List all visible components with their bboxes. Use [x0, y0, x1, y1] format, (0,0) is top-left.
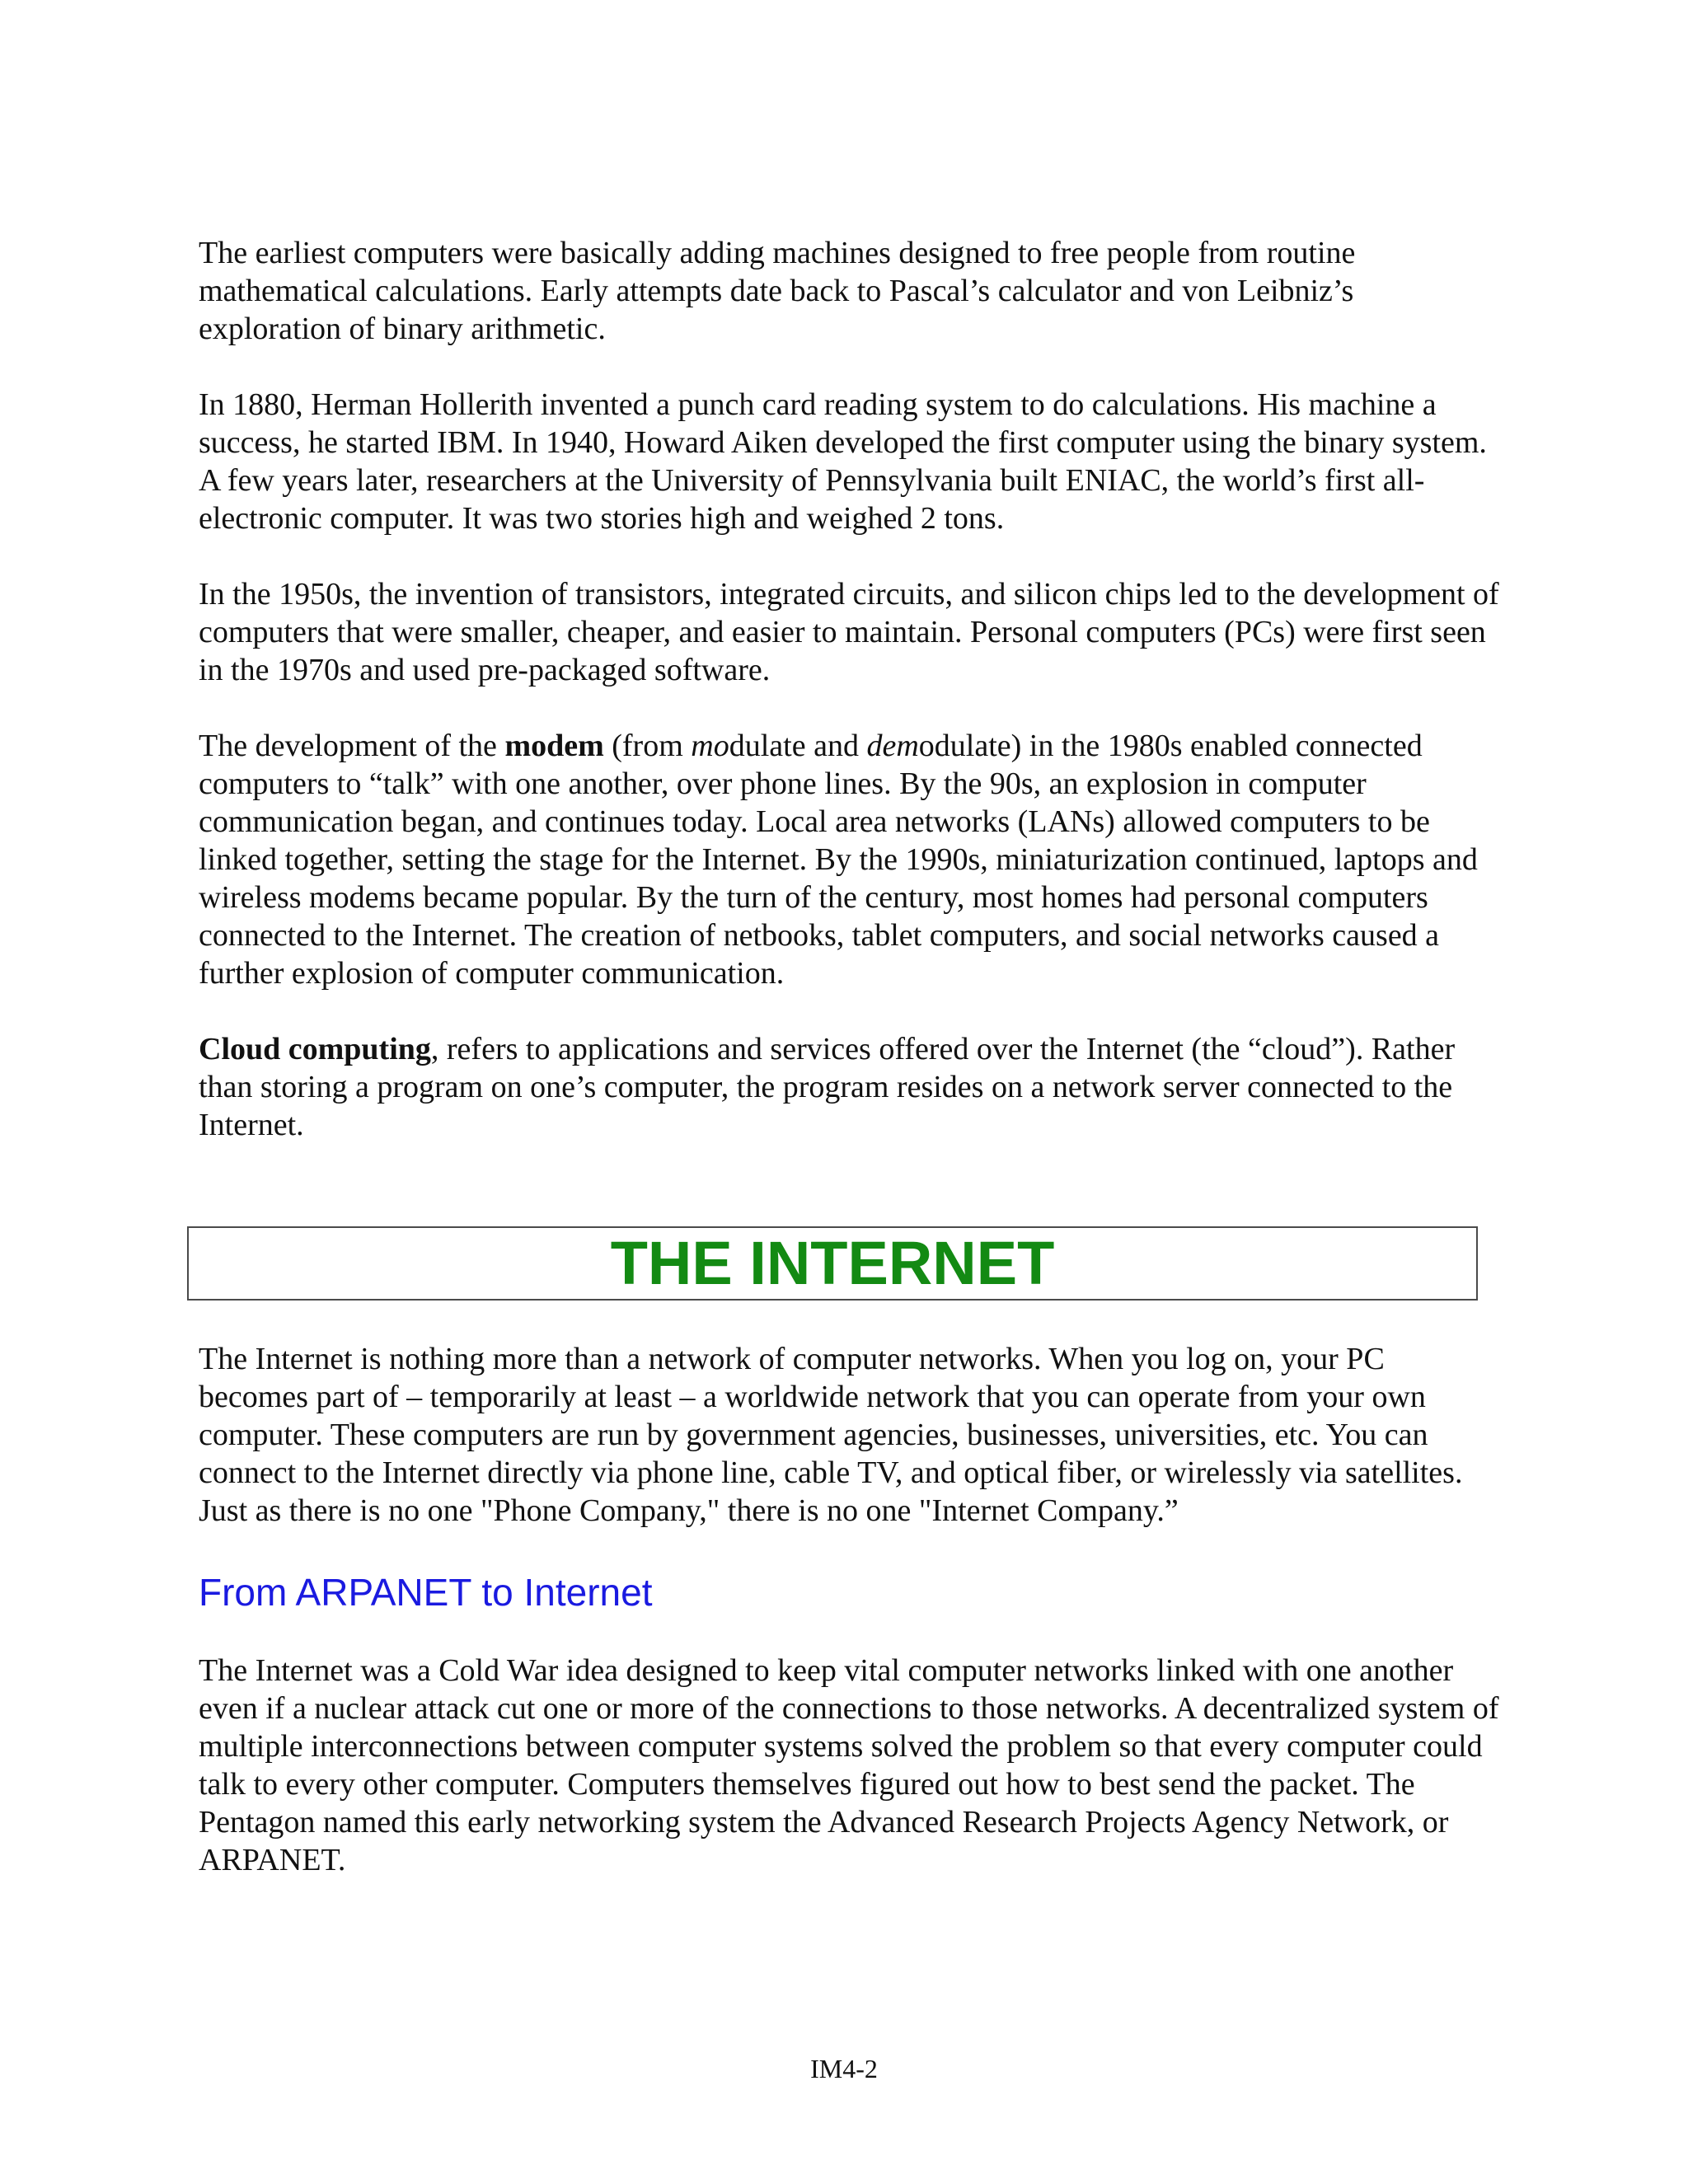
paragraph-1950s: In the 1950s, the invention of transistors, integrated circuits, and silicon chips led to the development of computers that were smaller, cheaper, and easier to maintain. Personal computers (PCs) were first seen in the 1970s and used pre-packaged software.: [199, 577, 1499, 687]
demodulate-prefix: dem: [866, 729, 919, 763]
modem-term: modem: [504, 729, 604, 763]
subheading-arpanet: From ARPANET to Internet: [199, 1571, 653, 1614]
paragraph-modem: [199, 727, 1501, 992]
internet-section: [199, 1340, 1501, 1530]
modem-text-rest: odulate) in the 1980s enabled connected computers to “talk” with one another, over phone lines. By the 90s, an explosion in computer communication began, and continues today. Local area networks (LANs) allowed computers to be linked together, setting the stage for the Internet. By the 1990s, miniaturization continued, laptops and wireless modems became popular. By the turn of the century, most homes had personal computers connected to the Internet. The creation of netbooks, tablet computers, and social networks caused a further explosion of computer communication.: [199, 729, 1478, 991]
paragraph-network-of-networks: The Internet is nothing more than a network of computer networks. When you log on, your PC becomes part of – temporarily at least – a worldwide network that you can operate from your own computer. These computers are run by government agencies, businesses, universities, etc. You can connect to the Internet directly via phone line, cable TV, and optical fiber, or wirelessly via satellites. Just as there is no one "Phone Company," there is no one "Internet Company.”: [199, 1342, 1463, 1528]
cloud-computing-term: Cloud computing: [199, 1032, 431, 1066]
paragraph-hollerith: In 1880, Herman Hollerith invented a punch card reading system to do calculations. His machine a success, he started IBM. In 1940, Howard Aiken developed the first computer using the binary system. A few years later, researchers at the University of Pennsylvania built ENIAC, the world’s first all-electronic computer. It was two stories high and weighed 2 tons.: [199, 387, 1487, 536]
paragraph-cold-war: The Internet was a Cold War idea designed to keep vital computer networks linked with one another even if a nuclear attack cut one or more of the connections to those networks. A decentralized system of multiple interconnections between computer systems solved the problem so that every computer could talk to every other computer. Computers themselves figured out how to best send the packet. The Pentagon named this early networking system the Advanced Research Projects Agency Network, or ARPANET.: [199, 1653, 1499, 1877]
modem-text-mid2: dulate and: [729, 729, 867, 763]
section-banner: [187, 1226, 1478, 1301]
paragraph-cloud-computing: [199, 1030, 1501, 1144]
page-number: IM4-2: [810, 2054, 878, 2083]
cloud-computing-text: , refers to applications and services offered over the Internet (the “cloud”). Rather than storing a program on one’s computer, the program resides on a network server connected to the Internet.: [199, 1032, 1456, 1142]
modem-text-mid1: (from: [603, 729, 692, 763]
modulate-prefix: mo: [691, 729, 729, 763]
paragraph-earliest-computers: The earliest computers were basically adding machines designed to free people from routine mathematical calculations. Early attempts date back to Pascal’s calculator and von Leibniz’s exploration of binary arithmetic.: [199, 236, 1356, 346]
modem-text-pre: The development of the: [199, 729, 505, 763]
intro-section: [199, 234, 1501, 1144]
section-title: THE INTERNET: [610, 1229, 1055, 1297]
arpanet-section: [199, 1652, 1501, 1879]
